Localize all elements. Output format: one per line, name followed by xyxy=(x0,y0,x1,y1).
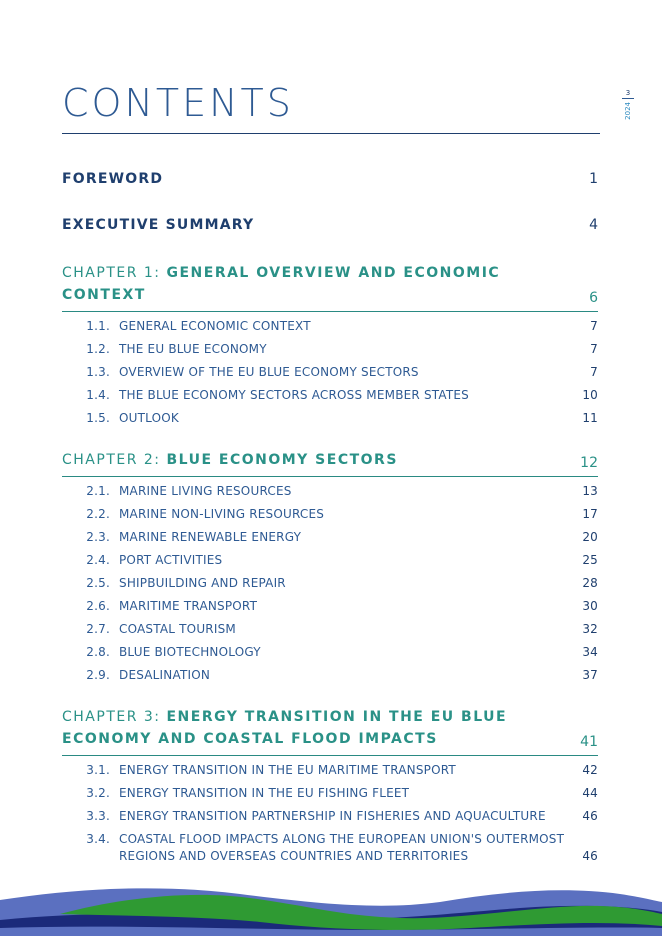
toc-section[interactable]: 3.4. COASTAL FLOOD IMPACTS ALONG THE EUROPEAN UNION'S OUTERMOST REGIONS AND OVERSEAS COUNTRIES AND TERRITORIES 46 xyxy=(86,832,598,863)
toc-section[interactable]: 3.1. ENERGY TRANSITION IN THE EU MARITIME TRANSPORT 42 xyxy=(86,763,598,777)
toc-section[interactable]: 2.6. MARITIME TRANSPORT 30 xyxy=(86,599,598,613)
toc-section[interactable]: 2.2. MARINE NON-LIVING RESOURCES 17 xyxy=(86,507,598,521)
toc-section[interactable]: 3.2. ENERGY TRANSITION IN THE EU FISHING FLEET 44 xyxy=(86,786,598,800)
toc-section[interactable]: 2.3. MARINE RENEWABLE ENERGY 20 xyxy=(86,530,598,544)
toc-entry-label: FOREWORD xyxy=(62,171,164,187)
toc-section[interactable]: 1.5. OUTLOOK 11 xyxy=(86,411,598,425)
chapter-heading[interactable] xyxy=(62,706,598,756)
toc-entry-label: EXECUTIVE SUMMARY xyxy=(62,217,255,233)
section-list xyxy=(62,483,598,684)
toc-section[interactable]: 1.3. OVERVIEW OF THE EU BLUE ECONOMY SECTORS 7 xyxy=(86,365,598,379)
page-title: CONTENTS xyxy=(62,81,294,125)
toc-section[interactable]: 2.5. SHIPBUILDING AND REPAIR 28 xyxy=(86,576,598,590)
toc-entry-page: 4 xyxy=(589,217,598,233)
toc-section[interactable]: 3.3. ENERGY TRANSITION PARTNERSHIP IN FISHERIES AND AQUACULTURE 46 xyxy=(86,809,598,823)
decorative-waves xyxy=(0,880,662,936)
chapter-title: CHAPTER 1: GENERAL OVERVIEW AND ECONOMIC CONTEXT xyxy=(62,265,501,303)
toc-entry-executive-summary[interactable] xyxy=(62,217,598,243)
title-divider xyxy=(62,133,600,134)
toc-section[interactable]: 2.1. MARINE LIVING RESOURCES 13 xyxy=(86,484,598,498)
table-of-contents xyxy=(62,168,598,887)
chapter-1-block xyxy=(62,262,598,427)
page-number: 3 xyxy=(625,89,631,97)
toc-section[interactable]: 1.1. GENERAL ECONOMIC CONTEXT 7 xyxy=(86,319,598,333)
toc-section[interactable]: 2.4. PORT ACTIVITIES 25 xyxy=(86,553,598,567)
section-list xyxy=(62,762,598,865)
chapter-3-block xyxy=(62,706,598,865)
page-marker-rule xyxy=(622,98,634,99)
toc-section[interactable]: 1.2. THE EU BLUE ECONOMY 7 xyxy=(86,342,598,356)
chapter-heading[interactable] xyxy=(62,262,598,312)
toc-section[interactable]: 1.4. THE BLUE ECONOMY SECTORS ACROSS MEMBER STATES 10 xyxy=(86,388,598,402)
page-marker xyxy=(621,89,635,120)
chapter-page: 12 xyxy=(580,455,598,471)
toc-entry-foreword[interactable] xyxy=(62,171,598,197)
page-year: 2024 xyxy=(624,102,632,120)
chapter-heading[interactable] xyxy=(62,449,598,477)
section-list xyxy=(62,318,598,427)
toc-entry-page: 1 xyxy=(589,171,598,187)
toc-section[interactable]: 2.7. COASTAL TOURISM 32 xyxy=(86,622,598,636)
chapter-2-block xyxy=(62,449,598,684)
chapter-title: CHAPTER 3: ENERGY TRANSITION IN THE EU BLUE ECONOMY AND COASTAL FLOOD IMPACTS xyxy=(62,709,508,747)
toc-section[interactable]: 2.9. DESALINATION 37 xyxy=(86,668,598,682)
chapter-title: CHAPTER 2: BLUE ECONOMY SECTORS xyxy=(62,452,398,468)
chapter-page: 41 xyxy=(580,734,598,750)
chapter-page: 6 xyxy=(589,290,598,306)
toc-section[interactable]: 2.8. BLUE BIOTECHNOLOGY 34 xyxy=(86,645,598,659)
